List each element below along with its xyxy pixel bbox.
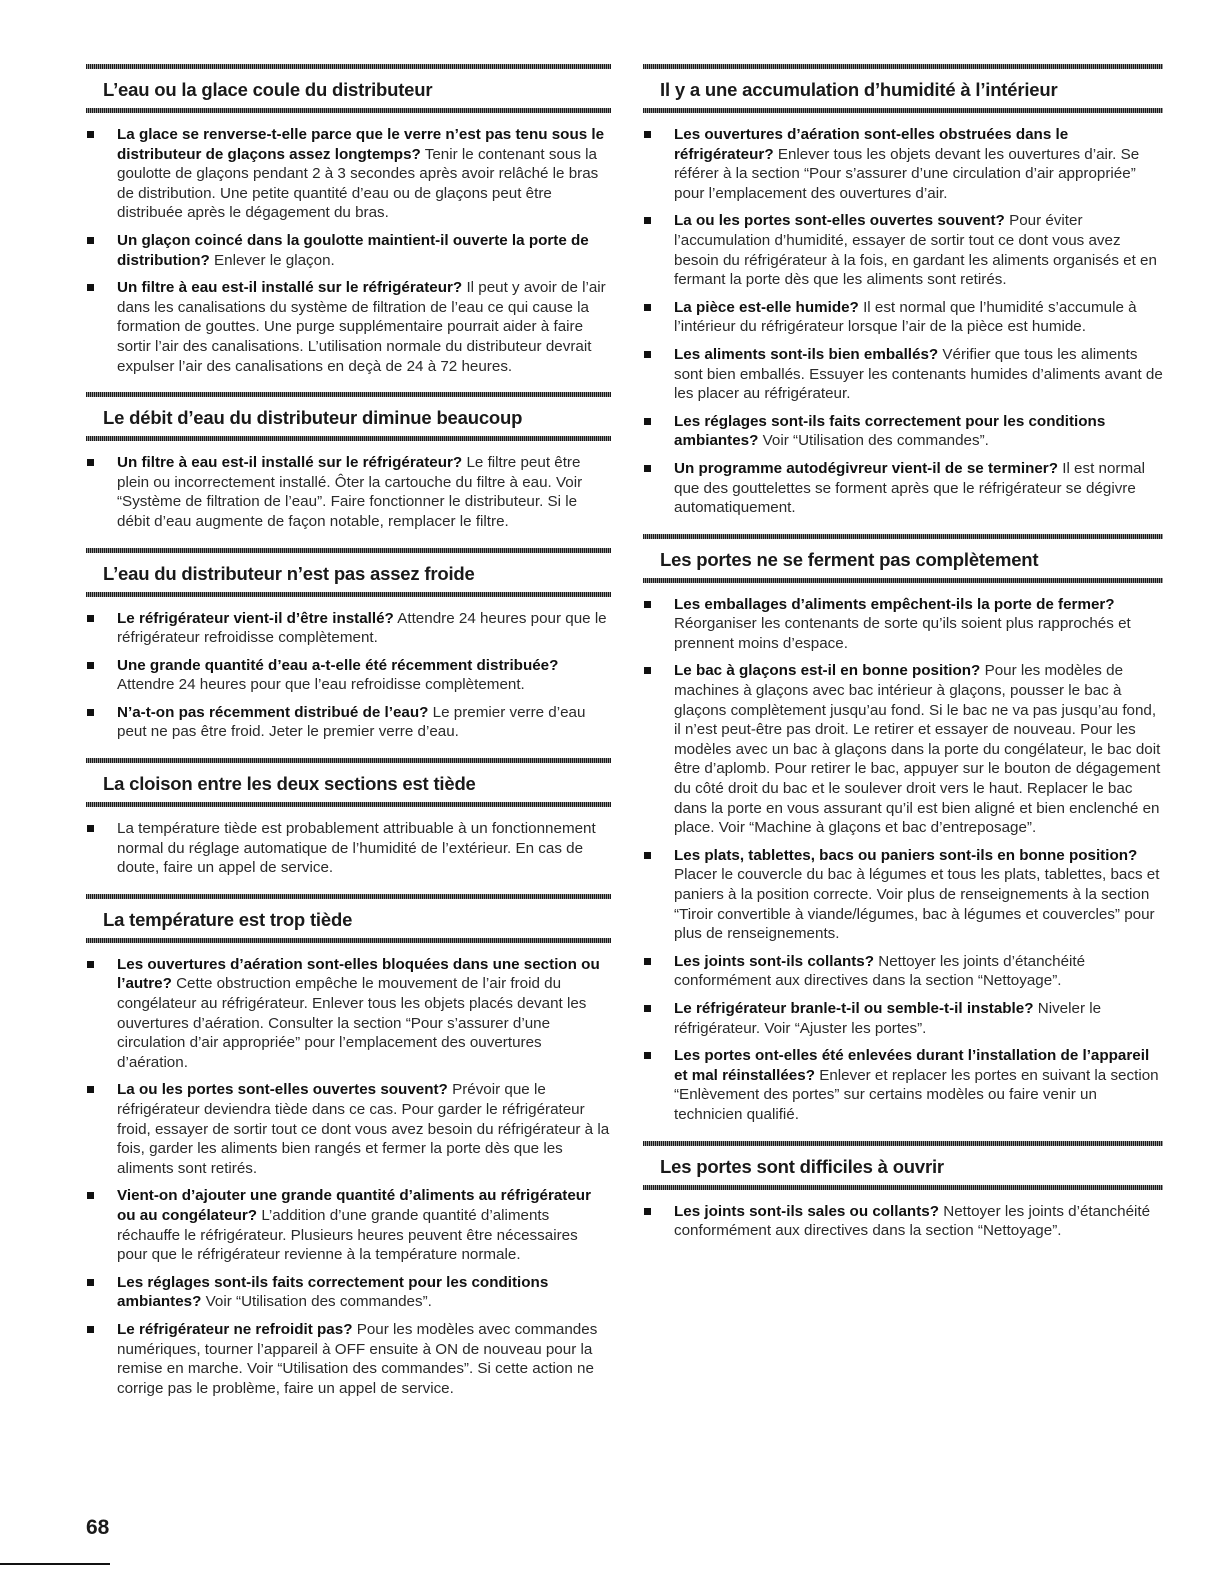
square-bullet-icon [644, 1005, 651, 1012]
square-bullet-icon [644, 465, 651, 472]
square-bullet-icon [87, 615, 94, 622]
list-item [86, 125, 611, 223]
troubleshooting-section [86, 392, 611, 531]
item-question: La ou les portes sont-elles ouvertes souvent? [117, 1081, 448, 1099]
item-question: Les joints sont-ils collants? [674, 952, 874, 970]
item-answer: Voir “Utilisation des commandes”. [205, 1293, 432, 1311]
item-answer: Vérifier que tous les aliments sont bien emballés. Essuyer les contenants humides d’aliments avant de les placer au réfrigérateur. [674, 345, 1163, 403]
list-item [86, 703, 611, 742]
square-bullet-icon [644, 958, 651, 965]
item-question: La pièce est-elle humide? [674, 298, 859, 316]
item-answer: Enlever tous les objets devant les ouvertures d’air. Se référer à la section “Pour s’assurer d’une circulation d’air appropriée” pour l’emplacement des ouvertures d’air. [674, 145, 1140, 202]
item-question: Les joints sont-ils sales ou collants? [674, 1202, 939, 1220]
item-answer: Le premier verre d’eau peut ne pas être froid. Jeter le premier verre d’eau. [117, 703, 586, 741]
section-header [86, 64, 611, 113]
list-item [643, 412, 1163, 451]
list-item [643, 211, 1163, 289]
square-bullet-icon [644, 351, 651, 358]
section-header [86, 758, 611, 807]
troubleshooting-section [643, 1141, 1163, 1241]
item-question: La ou les portes sont-elles ouvertes souvent? [674, 212, 1005, 230]
troubleshooting-section [86, 894, 611, 1398]
list-item [86, 1273, 611, 1312]
item-answer: Attendre 24 heures pour que l’eau refroidisse complètement. [117, 676, 525, 694]
section-rule-bottom [86, 436, 611, 441]
left-column [86, 64, 611, 1414]
square-bullet-icon [87, 825, 94, 832]
item-answer: Enlever et replacer les portes en suivant la section “Enlèvement des portes” sur certains modèles ou faire venir un technicien qualifié. [674, 1066, 1159, 1123]
list-item [643, 459, 1163, 518]
item-question: N’a-t-on pas récemment distribué de l’eau? [117, 703, 429, 721]
square-bullet-icon [87, 1192, 94, 1199]
square-bullet-icon [87, 709, 94, 716]
square-bullet-icon [87, 459, 94, 466]
section-rule-bottom [643, 1185, 1163, 1190]
square-bullet-icon [644, 601, 651, 608]
list-item [86, 1186, 611, 1264]
square-bullet-icon [644, 217, 651, 224]
square-bullet-icon [644, 1208, 651, 1215]
troubleshooting-section [86, 64, 611, 376]
section-title: Le débit d’eau du distributeur diminue beaucoup [103, 407, 523, 429]
list-item [643, 345, 1163, 404]
square-bullet-icon [644, 304, 651, 311]
right-column [643, 64, 1163, 1257]
square-bullet-icon [87, 284, 94, 291]
list-item [643, 846, 1163, 944]
item-answer: Le filtre peut être plein ou incorrectement installé. Ôter la cartouche du filtre à eau. Voir “Système de filtration de l’eau”. Faire fonctionner le distributeur. Si le débit d’eau augmente de façon notable, remplacer le filtre. [117, 454, 583, 530]
footer-rule [0, 1563, 110, 1565]
section-title: La cloison entre les deux sections est tiède [103, 773, 476, 795]
troubleshooting-section [643, 64, 1163, 518]
item-answer: Enlever le glaçon. [214, 251, 335, 269]
list-item [643, 1046, 1163, 1124]
troubleshooting-section [86, 548, 611, 743]
item-answer: Pour les modèles avec commandes numériques, tourner l’appareil à OFF ensuite à ON de nouveau pour la remise en marche. Voir “Utilisation des commandes”. Si cette action ne corrige pas le problème, faire un appel de service. [117, 1320, 598, 1397]
item-list [86, 819, 611, 878]
list-item [86, 955, 611, 1073]
item-answer: Il est normal que des gouttelettes se forment après que le réfrigérateur se dégivre automatiquement. [674, 459, 1145, 517]
section-title: Les portes ne se ferment pas complètement [660, 548, 1039, 570]
section-rule-bottom [643, 108, 1163, 113]
list-item [643, 999, 1163, 1038]
list-item [86, 1080, 611, 1178]
section-rule-bottom [86, 108, 611, 113]
item-question: Vient-on d’ajouter une grande quantité d’aliments au réfrigérateur ou au congélateur? [117, 1187, 591, 1224]
item-question: Les aliments sont-ils bien emballés? [674, 345, 939, 363]
section-header [86, 894, 611, 943]
item-list [643, 1202, 1163, 1241]
item-question: Le réfrigérateur vient-il d’être installé? [117, 609, 394, 627]
item-answer: Placer le couvercle du bac à légumes et tous les plats, tablettes, bacs et paniers à la position correcte. Voir plus de renseignements à la section “Tiroir convertible à viande/légumes, bac à légumes et couvercles” pour plus de renseignements. [674, 866, 1160, 943]
item-question: Le réfrigérateur branle-t-il ou semble-t-il instable? [674, 999, 1034, 1017]
square-bullet-icon [644, 418, 651, 425]
square-bullet-icon [87, 237, 94, 244]
list-item [86, 609, 611, 648]
section-title: L’eau du distributeur n’est pas assez froide [103, 562, 475, 584]
item-question: Les ouvertures d’aération sont-elles bloquées dans une section ou l’autre? [117, 955, 600, 993]
troubleshooting-section [643, 534, 1163, 1125]
item-answer: Voir “Utilisation des commandes”. [762, 432, 989, 450]
item-answer: Cette obstruction empêche le mouvement de l’air froid du congélateur au réfrigérateur. Enlever tous les objets placés devant les ouvertures d’aération. Consulter la section “Pour s’assurer d’une circulation d’air appropriée” pour l’emplacement des ouvertures d’aération. [117, 975, 587, 1071]
list-item [643, 1202, 1163, 1241]
square-bullet-icon [87, 1086, 94, 1093]
item-question: Les portes ont-elles été enlevées durant l’installation de l’appareil et mal réinstallées? [674, 1047, 1150, 1084]
item-question: Le réfrigérateur ne refroidit pas? [117, 1320, 353, 1338]
section-header [86, 548, 611, 597]
square-bullet-icon [644, 131, 651, 138]
item-question: Un filtre à eau est-il installé sur le réfrigérateur? [117, 454, 463, 472]
square-bullet-icon [644, 667, 651, 674]
list-item [643, 125, 1163, 203]
square-bullet-icon [87, 662, 94, 669]
item-question: Un programme autodégivreur vient-il de se terminer? [674, 459, 1058, 477]
item-answer: Réorganiser les contenants de sorte qu’ils soient plus rapprochés et prennent moins d’espace. [674, 615, 1131, 652]
square-bullet-icon [87, 1279, 94, 1286]
section-title: Il y a une accumulation d’humidité à l’intérieur [660, 79, 1058, 100]
section-rule-bottom [86, 938, 611, 943]
item-question: Une grande quantité d’eau a-t-elle été récemment distribuée? [117, 656, 559, 674]
list-item [86, 1320, 611, 1398]
item-answer: Nettoyer les joints d’étanchéité conformément aux directives dans la section “Nettoyage”. [674, 952, 1086, 990]
square-bullet-icon [87, 131, 94, 138]
item-answer: La température tiède est probablement attribuable à un fonctionnement normal du réglage automatique de l’humidité de l’extérieur. En cas de doute, faire un appel de service. [117, 820, 596, 877]
page-number: 68 [86, 1516, 110, 1539]
item-question: Un glaçon coincé dans la goulotte maintient-il ouverte la porte de distribution? [117, 231, 589, 269]
item-answer: Niveler le réfrigérateur. Voir “Ajuster les portes”. [674, 999, 1102, 1037]
troubleshooting-section [86, 758, 611, 878]
item-question: Les réglages sont-ils faits correctement pour les conditions ambiantes? [674, 412, 1106, 450]
item-question: Le bac à glaçons est-il en bonne position? [674, 662, 981, 680]
square-bullet-icon [87, 1326, 94, 1333]
item-answer: Nettoyer les joints d’étanchéité conformément aux directives dans la section “Nettoyage”. [674, 1202, 1151, 1240]
item-list [643, 125, 1163, 518]
square-bullet-icon [644, 852, 651, 859]
item-question: Un filtre à eau est-il installé sur le réfrigérateur? [117, 279, 463, 297]
section-title: La température est trop tiède [103, 908, 353, 930]
item-question: Les ouvertures d’aération sont-elles obstruées dans le réfrigérateur? [674, 126, 1069, 163]
item-answer: Il peut y avoir de l’air dans les canalisations du système de filtration de l’eau ce qui cause la formation de gouttes. Une purge supplémentaire pourrait aider à faire sortir l’air des canalisations. L’utilisation normale du distributeur devrait expulser l’air des canalisations en deçà de 24 à 72 heures. [117, 279, 606, 375]
item-answer: Tenir le contenant sous la goulotte de glaçons pendant 2 à 3 secondes après avoir relâché le bras de distribution. Une petite quantité d’eau ou de glaçons peut être distribuée après le dégagement du bras. [117, 145, 599, 222]
item-answer: Prévoir que le réfrigérateur deviendra tiède dans ce cas. Pour garder le réfrigérateur froid, essayer de sortir tout ce dont vous avez besoin du réfrigérateur à la fois, garder les aliments bien rangés et fermer la porte dès que les aliments sont retirés. [117, 1081, 610, 1177]
item-list [86, 125, 611, 376]
list-item [643, 952, 1163, 991]
square-bullet-icon [87, 961, 94, 968]
list-item [86, 453, 611, 531]
item-question: Les emballages d’aliments empêchent-ils la porte de fermer? [674, 595, 1115, 613]
item-list [643, 595, 1163, 1125]
list-item [643, 298, 1163, 337]
section-header [643, 64, 1163, 113]
section-rule-bottom [643, 578, 1163, 583]
item-list [86, 955, 611, 1398]
item-list [86, 609, 611, 743]
list-item [86, 278, 611, 376]
section-rule-bottom [86, 802, 611, 807]
item-question: Les plats, tablettes, bacs ou paniers sont-ils en bonne position? [674, 846, 1138, 864]
section-title: L’eau ou la glace coule du distributeur [103, 79, 433, 100]
section-header [643, 534, 1163, 583]
item-list [86, 453, 611, 531]
list-item [643, 595, 1163, 654]
list-item [86, 231, 611, 270]
list-item [86, 819, 611, 878]
item-answer: Pour éviter l’accumulation d’humidité, essayer de sortir tout ce dont vous avez besoin du réfrigérateur à la fois, en gardant les aliments organisés et en fermant la porte dès que les aliments sont retirés. [674, 212, 1157, 289]
item-answer: Attendre 24 heures pour que le réfrigérateur refroidisse complètement. [117, 609, 607, 647]
item-question: Les réglages sont-ils faits correctement pour les conditions ambiantes? [117, 1273, 549, 1311]
item-answer: Pour les modèles de machines à glaçons avec bac intérieur à glaçons, pousser le bac à glaçons complètement jusqu’au fond. Si le bac ne va pas jusqu’au fond, il n’est peut-être pas droit. Le retirer et essayer de nouveau. Pour les modèles avec un bac à glaçons dans la porte du congélateur, le bac doit être d’aplomb. Pour retirer le bac, appuyer sur le bouton de dégagement du côté droit du bac et le soulever droit vers le haut. Replacer le bac dans la porte en vous assurant qu’il est bien aligné et bien enclenché en place. Voir “Machine à glaçons et bac d’entreposage”. [674, 662, 1161, 837]
item-question: La glace se renverse-t-elle parce que le verre n’est pas tenu sous le distributeur de glaçons assez longtemps? [117, 126, 605, 163]
item-answer: L’addition d’une grande quantité d’aliments réchauffe le réfrigérateur. Plusieurs heures peuvent être nécessaires pour que le réfrigérateur revienne à la température normale. [117, 1206, 578, 1264]
list-item [643, 661, 1163, 837]
list-item [86, 656, 611, 695]
item-answer: Il est normal que l’humidité s’accumule à l’intérieur du réfrigérateur lorsque l’air de la pièce est humide. [674, 298, 1137, 336]
square-bullet-icon [644, 1052, 651, 1059]
section-rule-bottom [86, 592, 611, 597]
section-header [643, 1141, 1163, 1190]
section-title: Les portes sont difficiles à ouvrir [660, 1155, 944, 1177]
section-header [86, 392, 611, 441]
